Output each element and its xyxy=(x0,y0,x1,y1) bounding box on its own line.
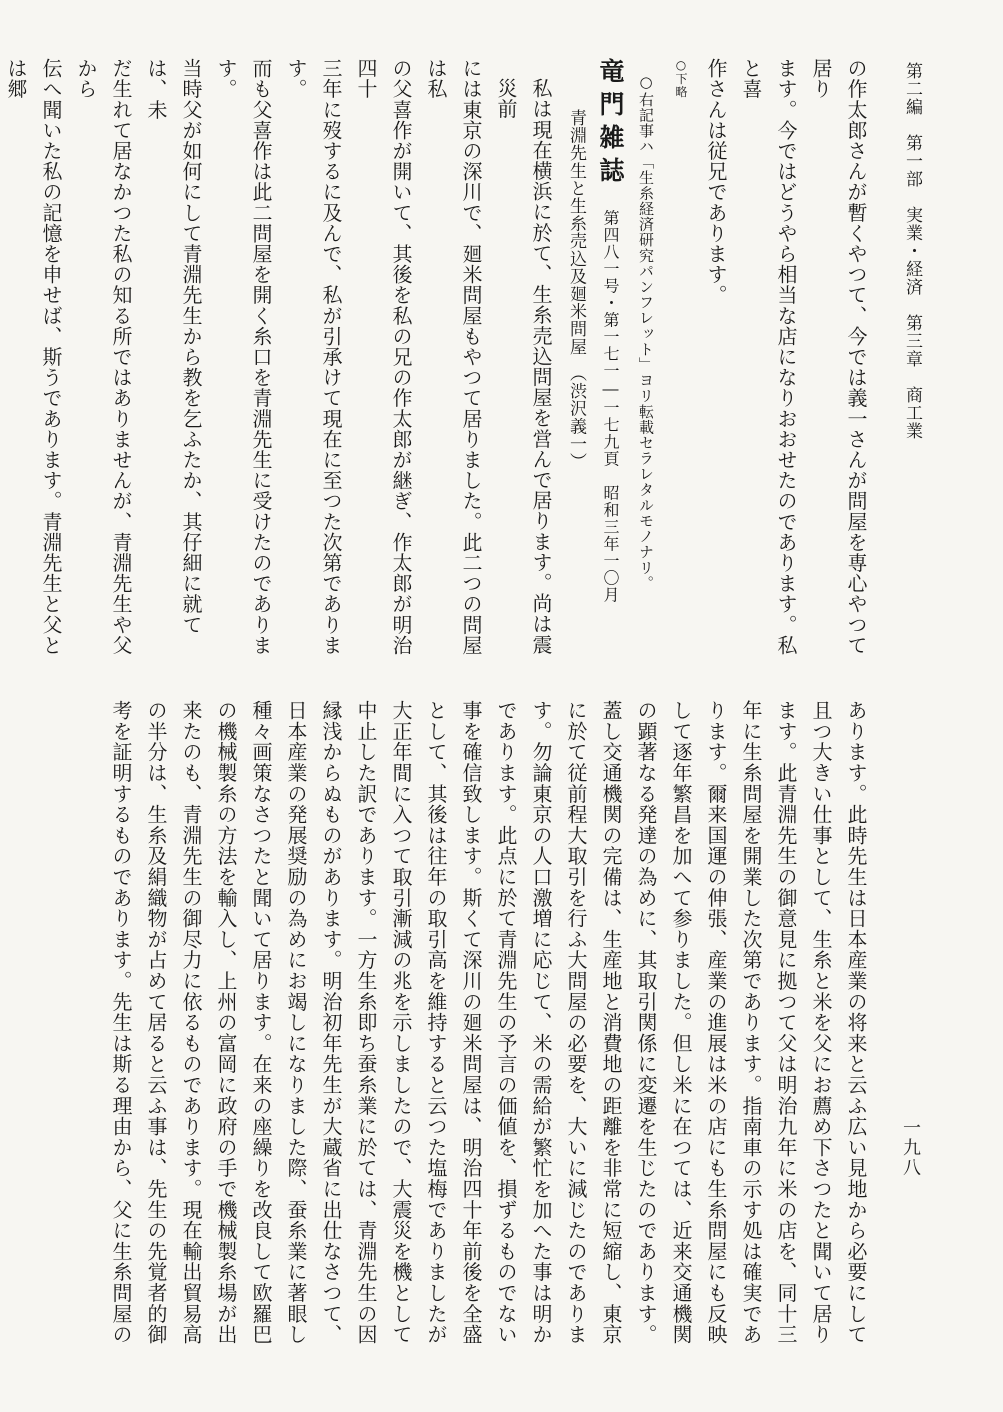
body-line: ります。爾来国運の伸張、産業の進展は米の店にも生糸問屋にも反映 xyxy=(704,700,728,1345)
body-line: 蓋し交通機関の完備は、生産地と消費地の距離を非常に短縮し、東京 xyxy=(599,700,623,1345)
journal-title-line xyxy=(593,58,628,670)
body-line: あります。此時先生は日本産業の将来と云ふ広い見地から必要にして xyxy=(844,700,868,1345)
body-line: として、其後は往年の取引高を維持すると云つた塩梅でありましたが xyxy=(424,700,448,1345)
body-line: 年に生糸問屋を開業した次第であります。指南車の示す処は確実であ xyxy=(739,700,763,1345)
body-line: 伝へ聞いた私の記憶を申せば、斯うであります。青淵先生と父とは郷 xyxy=(4,58,63,656)
body-line: 当時父が如何にして青淵先生から教を乞ふたか、其仔細に就ては、未 xyxy=(144,58,203,635)
body-line: 事を確信致します。斯くて深川の廻米問屋は、明治四十年前後を全盛 xyxy=(459,700,483,1345)
text-line: 作さんは従兄であります。 xyxy=(704,58,728,306)
body-line: の機械製糸の方法を輸入し、上州の富岡に政府の手で機械製糸場が出 xyxy=(214,700,238,1345)
omission-mark: ○下略 xyxy=(674,58,688,98)
body-line: す。勿論東京の人口激増に応じて、米の需給が繁忙を加へた事は明か xyxy=(529,700,553,1345)
body-line: だ生れて居なかつた私の知る所ではありませんが、青淵先生や父から xyxy=(74,58,133,656)
body-line: して逐年繁昌を加へて参りました。但し米に在つては、近来交通機関 xyxy=(669,700,693,1345)
body-line: 大正年間に入つて取引漸減の兆を示しましたので、大震災を機として xyxy=(389,700,413,1345)
body-line: 考を証明するものであります。先生は斯る理由から、父に生糸問屋の xyxy=(109,700,133,1345)
text-line: ます。今ではどうやら相当な店になりおおせたのであります。私と喜 xyxy=(739,58,798,656)
body-line: 私は現在横浜に於て、生糸売込問屋を営んで居ります。尚は震災前 xyxy=(494,78,553,655)
body-line: 縁浅からぬものがあります。明治初年先生が大蔵省に出仕なさつて、 xyxy=(319,700,343,1345)
upper-block xyxy=(4,58,873,670)
body-line: の顕著なる発達の為めに、其取引関係に変遷を生じたのであります。 xyxy=(634,700,658,1345)
text-line: の作太郎さんが暫くやつて、今では義一さんが問屋を専心やつて居り xyxy=(809,58,868,656)
body-line: に於て従前程大取引を行ふ大問屋の必要を、大いに減じたのでありま xyxy=(564,700,588,1345)
body-line: 来たのも、青淵先生の御尽力に依るものであります。現在輸出貿易高 xyxy=(179,700,203,1345)
body-line: の父喜作が開いて、其後を私の兄の作太郎が継ぎ、作太郎が明治四十 xyxy=(354,58,413,656)
body-line: 三年に歿するに及んで、私が引承けて現在に至つた次第であります。 xyxy=(284,58,343,656)
lower-block xyxy=(73,700,873,1360)
body-line: 種々画策なさつたと聞いて居ります。在来の座繰りを改良して欧羅巴 xyxy=(249,700,273,1345)
article-title: 青淵先生と生糸売込及廻米問屋 （渋沢義一） xyxy=(566,109,586,471)
body-line: 且つ大きい仕事として、生糸と米を父にお薦め下さつたと聞いて居り xyxy=(809,700,833,1345)
body-line: であります。此点に於て青淵先生の予言の価値を、損ずるものでない xyxy=(494,700,518,1345)
journal-title: 竜門雑誌 xyxy=(596,58,625,190)
source-note: ○右記事ハ「生糸経済研究パンフレット」ヨリ転載セラレタルモノナリ。 xyxy=(637,73,655,591)
body-line: 中止した訳であります。一方生糸即ち蚕糸業に於ては、青淵先生の因 xyxy=(354,700,378,1345)
body-line: ます。此青淵先生の御意見に拠つて父は明治九年に米の店を、同十三 xyxy=(774,700,798,1345)
page-number: 一九八 xyxy=(900,1118,921,1178)
body-line: には東京の深川で、廻米問屋もやつて居りました。此二つの問屋は私 xyxy=(424,58,483,656)
body-line: 日本産業の発展奨励の為めにお竭しになりました際、蚕糸業に著眼し xyxy=(284,700,308,1345)
journal-meta: 第四八一号・第一七一―一七九頁 昭和三年一〇月 xyxy=(601,209,620,604)
body-line: の半分は、生糸及絹織物が占めて居ると云ふ事は、先生の先覚者的御 xyxy=(144,700,168,1345)
running-head: 第二編 第一部 実業・経済 第三章 商工業 xyxy=(902,62,922,440)
body-line: 而も父喜作は此二問屋を開く糸口を青淵先生に受けたのであります。 xyxy=(214,58,273,656)
